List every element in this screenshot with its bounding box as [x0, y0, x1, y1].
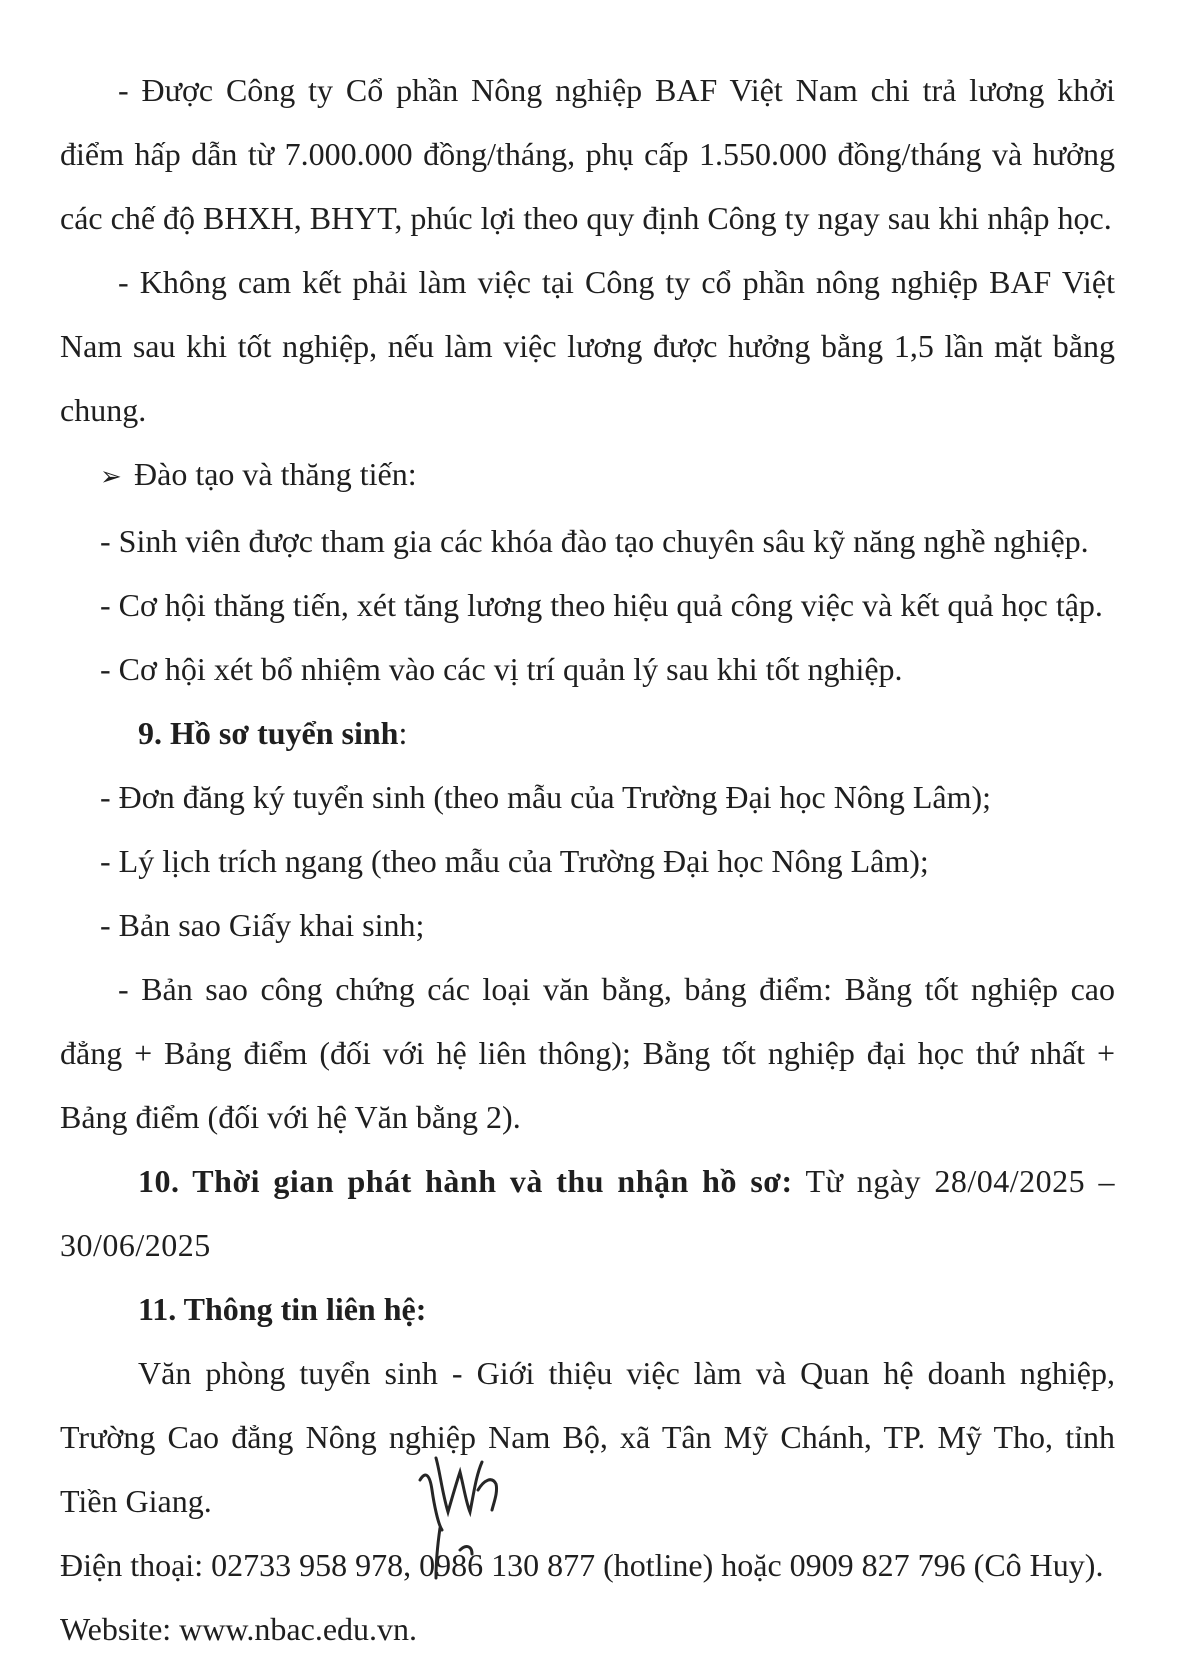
salary-paragraph: - Được Công ty Cổ phần Nông nghiệp BAF Việt Nam chi trả lương khởi điểm hấp dẫn từ 7.000.000 đồng/tháng, phụ cấp 1.550.000 đồng/tháng và hưởng các chế độ BHXH, BHYT, phúc lợi theo quy định Công ty ngay sau khi nhập học.	[60, 72, 1115, 236]
section-10-title: 10. Thời gian phát hành và thu nhận hồ sơ:	[138, 1163, 793, 1199]
training-item-1: - Sinh viên được tham gia các khóa đào tạo chuyên sâu kỹ năng nghề nghiệp.	[100, 523, 1089, 559]
section-9-heading	[60, 701, 1115, 765]
dossier-item-1: - Đơn đăng ký tuyển sinh (theo mẫu của Trường Đại học Nông Lâm);	[100, 779, 992, 815]
section-10-dates: Từ ngày 28/04/2025 – 30/06/2025	[60, 1163, 1116, 1263]
contact-phone: Điện thoại: 02733 958 978, 0986 130 877 (hotline) hoặc 0909 827 796 (Cô Huy).	[60, 1547, 1104, 1583]
arrow-bullet-icon: ➢	[100, 462, 122, 491]
training-item-3: - Cơ hội xét bổ nhiệm vào các vị trí quản lý sau khi tốt nghiệp.	[100, 651, 903, 687]
contact-office: Văn phòng tuyển sinh - Giới thiệu việc làm và Quan hệ doanh nghiệp, Trường Cao đẳng Nông nghiệp Nam Bộ, xã Tân Mỹ Chánh, TP. Mỹ Tho, tỉnh Tiền Giang.	[60, 1355, 1115, 1519]
section-9-title: 9. Hồ sơ tuyển sinh	[138, 715, 399, 751]
training-item-2: - Cơ hội thăng tiến, xét tăng lương theo hiệu quả công việc và kết quả học tập.	[100, 587, 1103, 623]
training-heading	[60, 442, 1115, 509]
contact-website: Website: www.nbac.edu.vn.	[60, 1611, 418, 1647]
dossier-item-4: - Bản sao công chứng các loại văn bằng, bảng điểm: Bằng tốt nghiệp cao đẳng + Bảng điểm (đối với hệ liên thông); Bằng tốt nghiệp đại học thứ nhất + Bảng điểm (đối với hệ Văn bằng 2).	[60, 971, 1115, 1135]
training-title: Đào tạo và thăng tiến:	[134, 456, 417, 492]
dossier-item-3: - Bản sao Giấy khai sinh;	[100, 907, 425, 943]
document-body	[60, 58, 1115, 1661]
section-11-heading: 11. Thông tin liên hệ:	[138, 1291, 427, 1327]
no-commitment-paragraph: - Không cam kết phải làm việc tại Công ty cổ phần nông nghiệp BAF Việt Nam sau khi tốt nghiệp, nếu làm việc lương được hưởng bằng 1,5 lần mặt bằng chung.	[60, 264, 1115, 428]
dossier-item-2: - Lý lịch trích ngang (theo mẫu của Trường Đại học Nông Lâm);	[100, 843, 929, 879]
section-9-colon: :	[398, 715, 408, 751]
handwritten-initials-icon	[412, 1432, 522, 1582]
section-10-paragraph	[60, 1149, 1115, 1277]
